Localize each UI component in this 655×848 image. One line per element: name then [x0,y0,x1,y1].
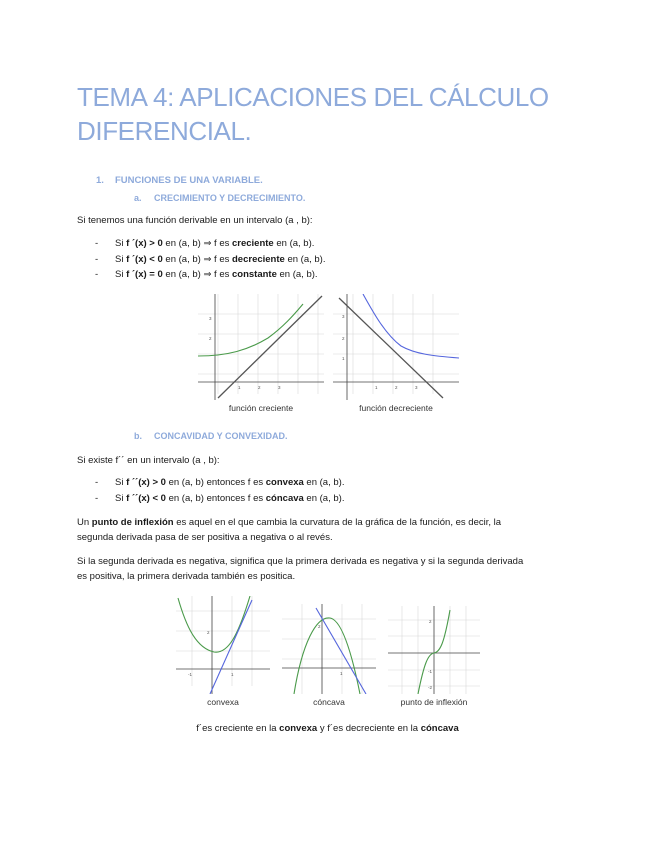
increasing-function-graph [198,294,324,400]
tick-label: 2 [342,336,345,341]
tick-label: 3 [278,385,281,390]
convex-function-graph [176,596,270,694]
bullet-item: - Si f ´(x) = 0 en (a, b) ⇒ f es constante en (a, b). [95,269,318,280]
tick-label: 3 [415,385,418,390]
tick-label: 1 [375,385,378,390]
intro-paragraph-b: Si existe f´´ en un intervalo (a , b): [77,455,220,466]
bullet-item: - Si f ´(x) > 0 en (a, b) ⇒ f es creciente en (a, b). [95,238,315,249]
inflection-point-graph [388,606,480,694]
tick-label: 2 [318,624,321,629]
page-title: TEMA 4: APLICACIONES DEL CÁLCULO DIFERENCIAL. [77,82,549,146]
figure-caption: función decreciente [359,403,433,413]
tick-label: -1 [428,669,433,674]
second-derivative-paragraph: Si la segunda derivada es negativa, significa que la primera derivada es negativa y si la segunda derivada es positiva, la primera derivada también es positica. [77,556,524,582]
tick-label: -2 [428,685,433,690]
subsection-label: CRECIMIENTO Y DECRECIMIENTO. [154,193,306,203]
tick-label: 3 [209,316,212,321]
figure-caption: convexa [207,697,239,707]
decreasing-curve [363,294,459,358]
figure-caption: punto de inflexión [400,697,468,707]
convex-curve [178,596,250,652]
decreasing-function-graph [333,294,459,400]
tangent-line [316,608,366,694]
subsection-number: b. [134,431,142,441]
concave-curve [294,618,360,694]
subsection-heading-b [134,431,288,441]
figure-caption: función creciente [228,403,294,413]
concave-function-graph [282,604,376,694]
tangent-line [339,298,443,398]
tick-label: 2 [207,630,210,635]
subsection-heading-a [134,193,305,203]
tangent-line [218,296,322,398]
tick-label: 2 [209,336,212,341]
figure-caption: cóncava [313,697,345,707]
section-number: 1. [96,175,104,186]
tick-label: 2 [258,385,261,390]
section-label: FUNCIONES DE UNA VARIABLE. [115,175,263,186]
closing-statement: f´es creciente en la convexa y f´es decreciente en la cóncava [196,723,459,734]
subsection-number: a. [134,193,142,203]
tick-label: 1 [238,385,241,390]
bullet-item: - Si f ´´(x) > 0 en (a, b) entonces f es convexa en (a, b). [95,477,345,488]
tick-label: 1 [342,356,345,361]
tick-label: 1 [340,671,343,676]
inflexion-paragraph: Un punto de inflexión es aquel en el que cambia la curvatura de la gráfica de la función, es decir, la segunda derivada pasa de ser positiva a negativa o al revés. [77,517,502,543]
tick-label: 3 [342,314,345,319]
tick-label: 2 [395,385,398,390]
subsection-label: CONCAVIDAD Y CONVEXIDAD. [154,431,288,441]
intro-paragraph-a: Si tenemos una función derivable en un intervalo (a , b): [77,215,313,226]
tick-label: 2 [429,619,432,624]
bullet-item: - Si f ´(x) < 0 en (a, b) ⇒ f es decreciente en (a, b). [95,254,326,265]
tick-label: 1 [231,672,234,677]
section-heading-1 [96,175,263,186]
tangent-line [210,600,252,694]
bullet-item: - Si f ´´(x) < 0 en (a, b) entonces f es cóncava en (a, b). [95,493,345,504]
tick-label: -1 [188,672,193,677]
